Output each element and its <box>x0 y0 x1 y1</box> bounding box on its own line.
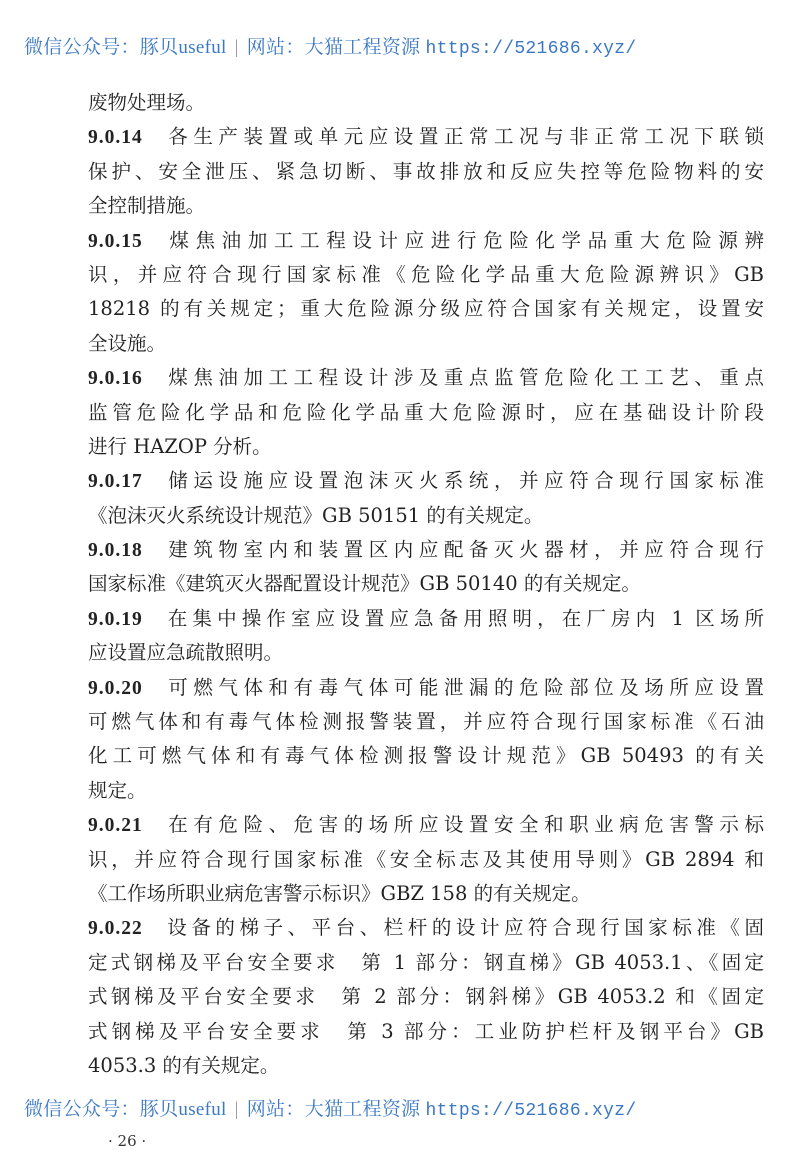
line-text: 式钢梯及平台安全要求 第 3 部分：工业防护栏杆及钢平台》GB <box>88 1019 764 1043</box>
clause-number: 9.0.19 <box>88 608 143 630</box>
text-line <box>88 705 764 739</box>
line-text: 建筑物室内和装置区内应配备灭火器材，并应符合现行 <box>162 538 764 562</box>
watermark-top <box>24 32 784 59</box>
line-text: 式钢梯及平台安全要求 第 2 部分：钢斜梯》GB 4053.2 和《固定 <box>88 985 764 1009</box>
line-text: 可燃气体和有毒气体可能泄漏的危险部位及场所应设置 <box>162 675 764 699</box>
text-line <box>88 1015 764 1049</box>
text-line <box>88 946 764 980</box>
line-text: 可燃气体和有毒气体检测报警装置，并应符合现行国家标准《石油 <box>88 710 764 734</box>
text-line <box>88 499 764 533</box>
line-text: 煤焦油加工工程设计应进行危险化学品重大危险源辨 <box>162 228 764 252</box>
clause-line <box>88 361 764 395</box>
clause-line <box>88 464 764 498</box>
line-text: 国家标准《建筑灭火器配置设计规范》GB 50140 的有关规定。 <box>88 572 641 596</box>
text-line <box>88 430 764 464</box>
page-number: · 26 · <box>108 1132 147 1150</box>
line-text: 识，并应符合现行国家标准《安全标志及其使用导则》GB 2894 和 <box>88 847 764 871</box>
watermark-url[interactable]: https://521686.xyz/ <box>425 1101 637 1121</box>
clause-line <box>88 671 764 705</box>
line-text: 储运设施应设置泡沫灭火系统，并应符合现行国家标准 <box>162 469 764 493</box>
text-line <box>88 774 764 808</box>
text-line <box>88 739 764 773</box>
line-text: 《工作场所职业病危害警示标识》GBZ 158 的有关规定。 <box>88 881 591 905</box>
text-line <box>88 1049 764 1083</box>
clause-line <box>88 120 764 154</box>
watermark-separator: | <box>234 1099 239 1120</box>
clause-number: 9.0.20 <box>88 677 143 699</box>
line-text: 煤焦油加工工程设计涉及重点监管危险化工工艺、重点 <box>162 366 764 390</box>
watermark-separator: | <box>234 37 239 58</box>
clause-number: 9.0.17 <box>88 471 143 493</box>
text-line <box>88 636 764 670</box>
text-line <box>88 843 764 877</box>
text-line <box>88 980 764 1014</box>
text-line <box>88 292 764 326</box>
clause-line <box>88 533 764 567</box>
line-text: 监管危险化学品和危险化学品重大危险源时，应在基础设计阶段 <box>88 400 764 424</box>
watermark-bottom <box>24 1094 784 1121</box>
line-text: 规定。 <box>88 778 147 802</box>
clause-number: 9.0.14 <box>88 127 143 149</box>
line-text: 4053.3 的有关规定。 <box>88 1053 280 1077</box>
line-text: 应设置应急疏散照明。 <box>88 641 284 665</box>
line-text: 进行 HAZOP 分析。 <box>88 434 272 458</box>
clause-number: 9.0.16 <box>88 368 143 390</box>
watermark-wechat: 微信公众号：豚贝useful <box>24 1099 227 1120</box>
clause-line <box>88 911 764 945</box>
line-text: 保护、安全泄压、紧急切断、事故排放和反应失控等危险物料的安 <box>88 159 764 183</box>
line-text: 全控制措施。 <box>88 194 206 218</box>
text-line <box>88 567 764 601</box>
line-text: 各生产装置或单元应设置正常工况与非正常工况下联锁 <box>162 125 764 149</box>
line-text: 在有危险、危害的场所应设置安全和职业病危害警示标 <box>162 813 764 837</box>
line-text: 设备的梯子、平台、栏杆的设计应符合现行国家标准《固 <box>162 916 764 940</box>
line-text: 废物处理场。 <box>88 91 206 114</box>
line-text: 《泡沫灭火系统设计规范》GB 50151 的有关规定。 <box>88 503 544 527</box>
clause-number: 9.0.18 <box>88 540 143 562</box>
watermark-url[interactable]: https://521686.xyz/ <box>425 39 637 59</box>
clause-line <box>88 808 764 842</box>
line-text: 全设施。 <box>88 331 167 355</box>
line-text: 定式钢梯及平台安全要求 第 1 部分：钢直梯》GB 4053.1、《固定 <box>88 950 764 974</box>
watermark-site: 网站：大猫工程资源 <box>246 37 421 58</box>
text-line <box>88 155 764 189</box>
clause-line <box>88 224 764 258</box>
clause-number: 9.0.22 <box>88 918 143 940</box>
clause-line <box>88 602 764 636</box>
text-line <box>88 86 764 120</box>
line-text: 18218 的有关规定；重大危险源分级应符合国家有关规定，设置安 <box>88 297 764 321</box>
clause-number: 9.0.15 <box>88 230 143 252</box>
text-line <box>88 877 764 911</box>
watermark-wechat: 微信公众号：豚贝useful <box>24 37 227 58</box>
watermark-site: 网站：大猫工程资源 <box>246 1099 421 1120</box>
text-line <box>88 258 764 292</box>
document-body <box>88 86 764 1083</box>
text-line <box>88 327 764 361</box>
text-line <box>88 396 764 430</box>
line-text: 化工可燃气体和有毒气体检测报警设计规范》GB 50493 的有关 <box>88 744 764 768</box>
line-text: 识，并应符合现行国家标准《危险化学品重大危险源辨识》GB <box>88 262 764 286</box>
text-line <box>88 189 764 223</box>
clause-number: 9.0.21 <box>88 815 143 837</box>
line-text: 在集中操作室应设置应急备用照明，在厂房内 1 区场所 <box>162 606 764 630</box>
